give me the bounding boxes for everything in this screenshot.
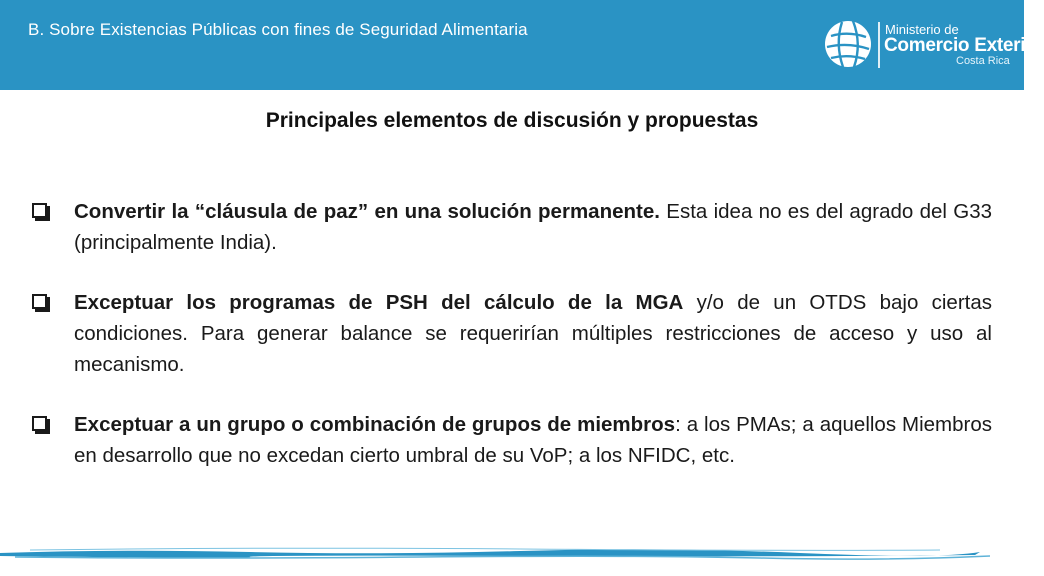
slide-title: Principales elementos de discusión y propuestas: [265, 109, 759, 132]
globe-icon: [822, 18, 874, 70]
logo-text-ministerio: Ministerio de: [885, 22, 959, 37]
bullet-bold-text: Exceptuar a un grupo o combinación de grupos de miembros: [74, 413, 676, 436]
logo-text-costa-rica: Costa Rica: [956, 55, 1010, 67]
logo-divider: [878, 22, 880, 68]
checkbox-bullet-icon: [32, 294, 47, 309]
bullet-item: [32, 196, 992, 258]
checkbox-bullet-icon: [32, 203, 47, 218]
bullet-item: [32, 409, 992, 471]
bullet-bold-text: Exceptuar los programas de PSH del cálculo de la MGA: [74, 291, 684, 314]
bullet-bold-text: Convertir la “cláusula de paz” en una solución permanente.: [74, 200, 660, 223]
bullet-text: y/o de un OTDS bajo ciertas condiciones. Para generar balance se requerirían múltiples restricciones de acceso y uso al mecanismo.: [74, 291, 992, 376]
section-title: B. Sobre Existencias Públicas con fines de Seguridad Alimentaria: [28, 20, 528, 39]
header-bar: [0, 0, 1044, 90]
logo-text-comercio-exterior: Comercio Exterior: [884, 35, 1044, 56]
checkbox-bullet-icon: [32, 416, 47, 431]
ministry-logo: [822, 16, 1044, 72]
bullet-list: [32, 196, 992, 500]
bullet-text: : a los PMAs; a aquellos Miembros en desarrollo que no excedan cierto umbral de su VoP; a los NFIDC, etc.: [74, 413, 992, 467]
footer-wave-decoration: [0, 544, 1024, 564]
bullet-text: Esta idea no es del agrado del G33 (principalmente India).: [74, 200, 993, 254]
bullet-item: [32, 287, 992, 380]
